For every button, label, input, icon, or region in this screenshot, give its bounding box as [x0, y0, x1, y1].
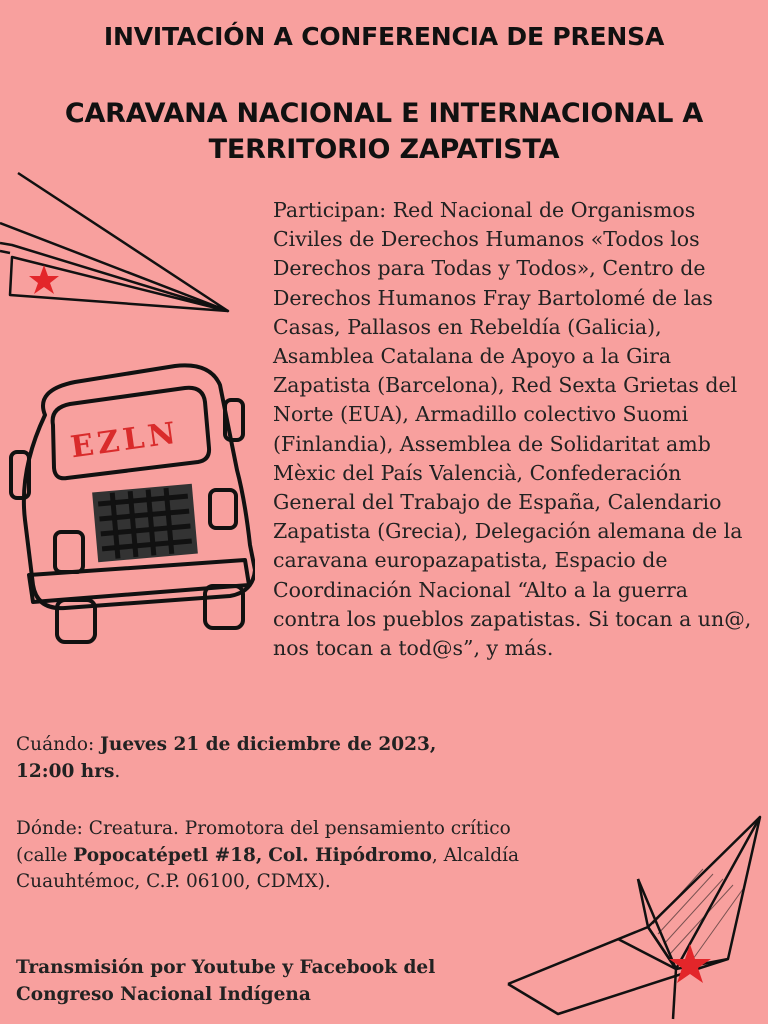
truck-label: EZLN [68, 415, 182, 466]
subtitle-line-2: TERRITORIO ZAPATISTA [208, 134, 560, 165]
page-subtitle [0, 96, 768, 168]
truck-illustration [5, 360, 255, 645]
paper-airplane-icon [0, 165, 240, 315]
participants-paragraph: Participan: Red Nacional de Organismos Civiles de Derechos Humanos «Todos los Derechos para Todas y Todos», Centro de Derechos Humanos Fray Bartolomé de las Casas, Pallasos en Rebeldía (Galicia), Asamblea Catalana de Apoyo a la Gira Zapatista (Barcelona), Red Sexta Grietas del Norte (EUA), Armadillo colectivo Suomi (Finlandia), Assemblea de Solidaritat amb Mèxic del País Valencià, Confederación General del Trabajo de España, Calendario Zapatista (Grecia), Delegación alemana de la caravana europazapatista, Espacio de Coordinación Nacional “Alto a la guerra contra los pueblos zapatistas. Si tocan a un@, nos tocan a tod@s”, y más. [273, 198, 752, 661]
when-block [16, 732, 516, 785]
subtitle-line-1: CARAVANA NACIONAL E INTERNACIONAL A [64, 98, 704, 129]
when-end: . [114, 760, 121, 782]
where-colonia: Col. Hipódromo [268, 844, 432, 866]
where-label: Dónde: Creatura. Promotora del pensamiento crítico (calle [16, 818, 511, 866]
star-icon [29, 265, 59, 294]
where-street: Popocatépetl #18, [73, 844, 263, 866]
where-rest: , Alcaldía Cuauhtémoc, C.P. 06100, CDMX). [16, 844, 520, 892]
when-time: 12:00 hrs [16, 760, 115, 782]
grille [92, 484, 198, 562]
page-title: INVITACIÓN A CONFERENCIA DE PRENSA [103, 22, 665, 51]
where-block [16, 816, 536, 896]
when-label: Cuándo: [16, 734, 101, 755]
paper-boat-icon [498, 809, 768, 1024]
stream-note: Transmisión por Youtube y Facebook del Congreso Nacional Indígena [16, 957, 436, 1005]
when-date: Jueves 21 de diciembre de 2023, [100, 734, 437, 755]
